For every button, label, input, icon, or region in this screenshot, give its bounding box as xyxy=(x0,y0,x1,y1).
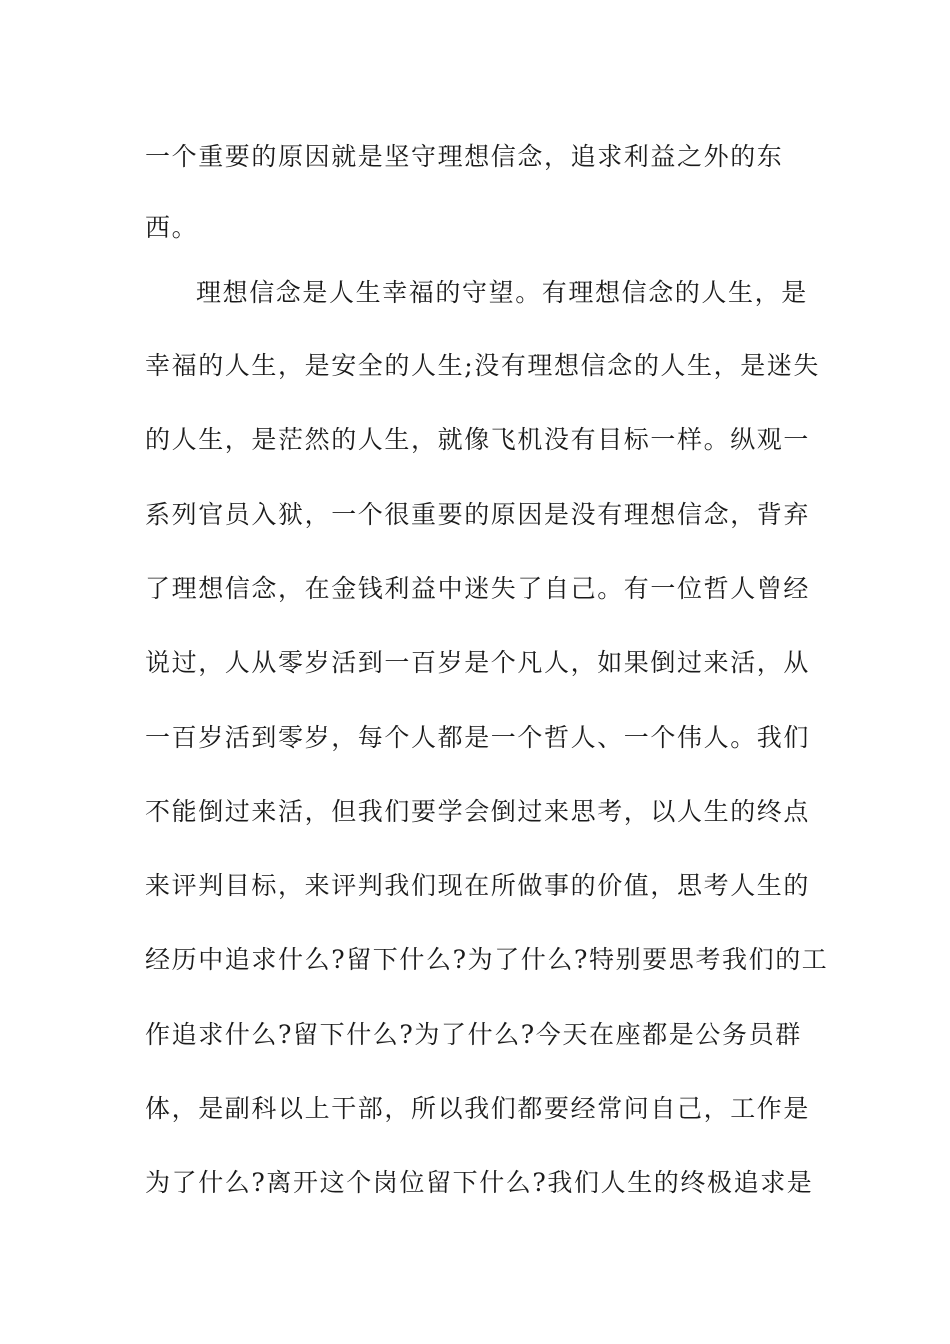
text-line-4: 幸福的人生，是安全的人生;没有理想信念的人生，是迷失 xyxy=(145,351,821,380)
text-line-15: 为了什么?离开这个岗位留下什么?我们人生的终极追求是 xyxy=(145,1168,814,1197)
paragraph-first-line: 理想信念是人生幸福的守望。有理想信念的人生，是 xyxy=(196,278,808,307)
text-line-14: 体，是副科以上干部，所以我们都要经常问自己，工作是 xyxy=(145,1094,811,1123)
text-line-2: 西。 xyxy=(145,213,199,242)
text-line-1: 一个重要的原因就是坚守理想信念，追求利益之外的东 xyxy=(145,142,784,171)
text-line-8: 说过，人从零岁活到一百岁是个凡人，如果倒过来活，从 xyxy=(145,648,811,677)
text-line-9: 一百岁活到零岁，每个人都是一个哲人、一个伟人。我们 xyxy=(145,723,811,752)
text-line-10: 不能倒过来活，但我们要学会倒过来思考，以人生的终点 xyxy=(145,797,811,826)
text-line-11: 来评判目标，来评判我们现在所做事的价值，思考人生的 xyxy=(145,871,811,900)
text-line-7: 了理想信念，在金钱利益中迷失了自己。有一位哲人曾经 xyxy=(145,574,811,603)
text-line-5: 的人生，是茫然的人生，就像飞机没有目标一样。纵观一 xyxy=(145,425,811,454)
text-line-6: 系列官员入狱，一个很重要的原因是没有理想信念，背弃 xyxy=(145,500,811,529)
text-line-13: 作追求什么?留下什么?为了什么?今天在座都是公务员群 xyxy=(145,1020,802,1049)
text-line-12: 经历中追求什么?留下什么?为了什么?特别要思考我们的工 xyxy=(145,945,829,974)
